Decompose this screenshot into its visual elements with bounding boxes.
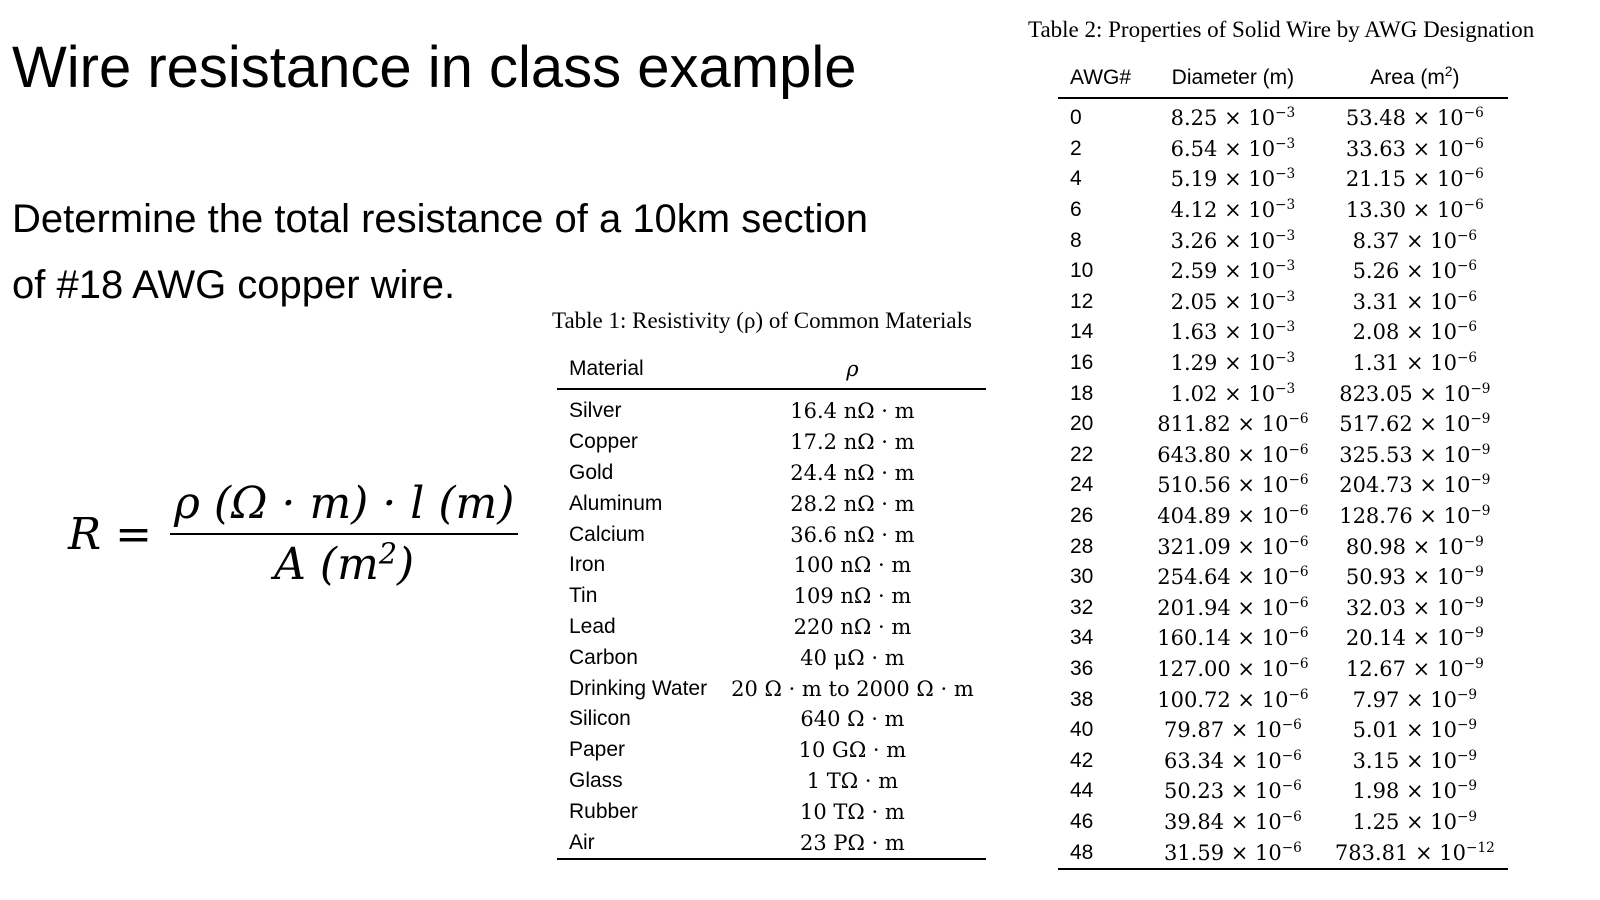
formula-denominator: [274, 535, 414, 590]
problem-line-2: of #18 AWG copper wire.: [12, 263, 456, 307]
table-row: [1058, 715, 1508, 746]
area-cell: [1322, 378, 1508, 409]
diameter-mantissa: 160.14 × 10: [1157, 626, 1289, 651]
table-row: [1058, 317, 1508, 348]
diameter-exponent: −6: [1288, 655, 1309, 672]
resistivity-cell: 17.2 nΩ · m: [790, 430, 915, 455]
diameter-mantissa: 6.54 × 10: [1170, 136, 1276, 161]
area-mantissa: 80.98 × 10: [1345, 534, 1464, 559]
diameter-mantissa: 811.82 × 10: [1157, 412, 1289, 437]
area-exponent: −6: [1463, 135, 1484, 152]
material-cell: Tin: [569, 584, 598, 608]
area-exponent: −6: [1463, 105, 1484, 122]
area-cell: [1322, 98, 1508, 134]
material-cell: Iron: [569, 553, 606, 577]
table-row: [557, 427, 986, 458]
area-exponent: −9: [1463, 655, 1484, 672]
awg-cell: 20: [1070, 412, 1094, 436]
diameter-cell: [1144, 134, 1322, 165]
resistivity-cell: 20 Ω · m to 2000 Ω · m: [731, 676, 974, 701]
diameter-cell: [1144, 531, 1322, 562]
diameter-mantissa: 201.94 × 10: [1157, 595, 1289, 620]
diameter-mantissa: 321.09 × 10: [1157, 534, 1289, 559]
diameter-cell: [1144, 715, 1322, 746]
area-mantissa: 32.03 × 10: [1345, 595, 1464, 620]
formula-fraction: [170, 478, 518, 590]
column-header-material: Material: [557, 348, 719, 389]
awg-cell: 2: [1070, 136, 1082, 160]
resistivity-cell: 10 TΩ · m: [800, 799, 905, 824]
area-mantissa: 5.26 × 10: [1352, 259, 1457, 284]
diameter-cell: [1144, 256, 1322, 287]
area-cell: [1322, 745, 1508, 776]
area-exponent: −6: [1457, 288, 1478, 305]
table2-caption: Table 2: Properties of Solid Wire by AWG Designation: [1028, 17, 1535, 42]
resistivity-table: [557, 348, 986, 860]
table-row: [1058, 195, 1508, 226]
area-mantissa: 517.62 × 10: [1339, 412, 1471, 437]
table-row: [1058, 164, 1508, 195]
diameter-mantissa: 1.02 × 10: [1170, 381, 1276, 406]
diameter-mantissa: 50.23 × 10: [1163, 779, 1282, 804]
denominator-exponent: 2: [378, 536, 398, 571]
material-cell: Air: [569, 830, 595, 854]
table-row: [1058, 134, 1508, 165]
diameter-exponent: −3: [1275, 258, 1296, 275]
table-row: [557, 612, 986, 643]
area-exponent: −6: [1457, 319, 1478, 336]
resistivity-cell: 23 PΩ · m: [799, 830, 905, 855]
awg-cell: 10: [1070, 259, 1094, 283]
column-header-awg: AWG#: [1058, 57, 1144, 98]
resistivity-cell: 640 Ω · m: [800, 707, 905, 732]
table-header-row: [557, 348, 986, 389]
denominator-base: A (m: [274, 539, 379, 590]
resistivity-cell: 1 TΩ · m: [806, 768, 899, 793]
area-exponent: −9: [1470, 441, 1491, 458]
area-mantissa: 204.73 × 10: [1339, 473, 1471, 498]
material-cell: Silver: [569, 399, 622, 423]
area-cell: [1322, 593, 1508, 624]
area-cell: [1322, 225, 1508, 256]
material-cell: Rubber: [569, 799, 638, 823]
diameter-exponent: −6: [1281, 747, 1302, 764]
table-row: [1058, 593, 1508, 624]
diameter-exponent: −6: [1288, 686, 1309, 703]
diameter-mantissa: 404.89 × 10: [1157, 504, 1289, 529]
area-cell: [1322, 776, 1508, 807]
diameter-cell: [1144, 501, 1322, 532]
table1-caption: Table 1: Resistivity (ρ) of Common Materials: [552, 308, 972, 333]
area-mantissa: 50.93 × 10: [1345, 565, 1464, 590]
diameter-exponent: −6: [1288, 441, 1309, 458]
table-row: [1058, 409, 1508, 440]
area-exponent: −9: [1470, 380, 1491, 397]
area-mantissa: 128.76 × 10: [1339, 504, 1471, 529]
diameter-mantissa: 100.72 × 10: [1157, 687, 1289, 712]
diameter-cell: [1144, 623, 1322, 654]
diameter-cell: [1144, 593, 1322, 624]
table-row: [1058, 684, 1508, 715]
area-cell: [1322, 409, 1508, 440]
area-exponent: −9: [1457, 778, 1478, 795]
diameter-cell: [1144, 164, 1322, 195]
area-mantissa: 13.30 × 10: [1345, 198, 1464, 223]
table-row: [557, 550, 986, 581]
diameter-exponent: −3: [1275, 166, 1296, 183]
diameter-cell: [1144, 562, 1322, 593]
area-cell: [1322, 134, 1508, 165]
formula-lhs: R =: [68, 508, 152, 560]
diameter-cell: [1144, 470, 1322, 501]
formula-numerator: ρ (Ω · m) · l (m): [173, 478, 515, 529]
area-mantissa: 3.31 × 10: [1352, 289, 1457, 314]
diameter-mantissa: 2.05 × 10: [1170, 289, 1276, 314]
diameter-exponent: −3: [1275, 135, 1296, 152]
area-cell: [1322, 470, 1508, 501]
table-row: [557, 519, 986, 550]
area-cell: [1322, 684, 1508, 715]
material-cell: Aluminum: [569, 491, 663, 515]
column-header-diameter: Diameter (m): [1144, 57, 1322, 98]
area-exponent: −9: [1463, 594, 1484, 611]
awg-cell: 46: [1070, 809, 1094, 833]
area-mantissa: 12.67 × 10: [1345, 656, 1464, 681]
table-row: [1058, 654, 1508, 685]
resistivity-cell: 16.4 nΩ · m: [790, 399, 915, 424]
diameter-mantissa: 39.84 × 10: [1163, 809, 1282, 834]
diameter-mantissa: 127.00 × 10: [1157, 656, 1289, 681]
column-header-rho: ρ: [719, 348, 986, 389]
area-exponent: −9: [1463, 564, 1484, 581]
diameter-exponent: −6: [1281, 717, 1302, 734]
area-cell: [1322, 317, 1508, 348]
diameter-cell: [1144, 195, 1322, 226]
area-mantissa: 8.37 × 10: [1352, 228, 1457, 253]
diameter-cell: [1144, 654, 1322, 685]
resistivity-cell: 220 nΩ · m: [793, 614, 912, 639]
area-exponent: −9: [1470, 411, 1491, 428]
area-cell: [1322, 287, 1508, 318]
diameter-mantissa: 1.63 × 10: [1170, 320, 1276, 345]
table-row: [1058, 378, 1508, 409]
table-row: [1058, 807, 1508, 838]
table-row: [1058, 531, 1508, 562]
area-mantissa: 21.15 × 10: [1345, 167, 1464, 192]
table-row: [1058, 623, 1508, 654]
area-mantissa: 2.08 × 10: [1352, 320, 1457, 345]
resistivity-cell: 100 nΩ · m: [793, 553, 912, 578]
resistivity-cell: 109 nΩ · m: [793, 584, 912, 609]
area-mantissa: 1.98 × 10: [1352, 779, 1457, 804]
awg-table: [1058, 57, 1508, 870]
material-cell: Silicon: [569, 707, 631, 731]
area-mantissa: 783.81 × 10: [1334, 840, 1467, 865]
awg-cell: 16: [1070, 351, 1094, 375]
diameter-mantissa: 643.80 × 10: [1157, 442, 1289, 467]
material-cell: Copper: [569, 430, 638, 454]
awg-table-body: [1058, 98, 1508, 869]
diameter-cell: [1144, 807, 1322, 838]
material-cell: Drinking Water: [569, 676, 708, 700]
table-row: [557, 581, 986, 612]
area-exponent: −9: [1457, 717, 1478, 734]
diameter-mantissa: 3.26 × 10: [1170, 228, 1276, 253]
area-mantissa: 53.48 × 10: [1345, 106, 1464, 131]
area-exponent: −6: [1463, 166, 1484, 183]
material-cell: Calcium: [569, 522, 645, 546]
table-row: [1058, 98, 1508, 134]
diameter-cell: [1144, 409, 1322, 440]
area-exponent: −6: [1457, 350, 1478, 367]
diameter-cell: [1144, 684, 1322, 715]
slide-title: Wire resistance in class example: [12, 35, 857, 100]
area-exponent: −6: [1457, 258, 1478, 275]
diameter-exponent: −3: [1275, 319, 1296, 336]
area-exponent: −9: [1457, 747, 1478, 764]
table-row: [557, 673, 986, 704]
area-cell: [1322, 164, 1508, 195]
awg-cell: 30: [1070, 565, 1094, 589]
resistivity-cell: 24.4 nΩ · m: [790, 460, 915, 485]
awg-cell: 8: [1070, 228, 1082, 252]
problem-statement: [12, 186, 1012, 318]
area-cell: [1322, 715, 1508, 746]
diameter-exponent: −6: [1288, 564, 1309, 581]
area-header-base: Area (m: [1370, 66, 1445, 89]
area-cell: [1322, 440, 1508, 471]
diameter-mantissa: 5.19 × 10: [1170, 167, 1276, 192]
table-row: [1058, 287, 1508, 318]
awg-cell: 22: [1070, 442, 1094, 466]
diameter-cell: [1144, 745, 1322, 776]
diameter-mantissa: 79.87 × 10: [1163, 718, 1282, 743]
diameter-mantissa: 31.59 × 10: [1163, 840, 1282, 865]
area-exponent: −9: [1457, 808, 1478, 825]
awg-cell: 34: [1070, 626, 1094, 650]
area-mantissa: 1.25 × 10: [1352, 809, 1457, 834]
diameter-exponent: −6: [1281, 778, 1302, 795]
table-row: [1058, 776, 1508, 807]
table-row: [557, 766, 986, 797]
area-cell: [1322, 562, 1508, 593]
area-exponent: −6: [1463, 197, 1484, 214]
area-mantissa: 20.14 × 10: [1345, 626, 1464, 651]
area-exponent: −9: [1470, 472, 1491, 489]
diameter-exponent: −6: [1281, 839, 1302, 856]
table-row: [557, 488, 986, 519]
area-header-close: ): [1452, 66, 1460, 89]
awg-cell: 38: [1070, 687, 1094, 711]
table-row: [1058, 470, 1508, 501]
area-mantissa: 5.01 × 10: [1352, 718, 1457, 743]
awg-cell: 40: [1070, 718, 1094, 742]
diameter-mantissa: 1.29 × 10: [1170, 351, 1276, 376]
area-exponent: −12: [1466, 839, 1495, 856]
awg-cell: 26: [1070, 504, 1094, 528]
diameter-mantissa: 63.34 × 10: [1163, 748, 1282, 773]
area-cell: [1322, 654, 1508, 685]
table-row: [557, 827, 986, 859]
diameter-cell: [1144, 348, 1322, 379]
area-exponent: −9: [1457, 686, 1478, 703]
table-row: [1058, 501, 1508, 532]
awg-cell: 6: [1070, 198, 1082, 222]
area-cell: [1322, 837, 1508, 869]
resistivity-cell: 10 GΩ · m: [798, 738, 907, 763]
diameter-cell: [1144, 440, 1322, 471]
diameter-cell: [1144, 378, 1322, 409]
table-header-row: [1058, 57, 1508, 98]
area-cell: [1322, 531, 1508, 562]
table-row: [557, 458, 986, 489]
resistivity-cell: 28.2 nΩ · m: [790, 491, 915, 516]
table-row: [1058, 562, 1508, 593]
diameter-cell: [1144, 287, 1322, 318]
table-row: [557, 735, 986, 766]
area-cell: [1322, 623, 1508, 654]
table-row: [1058, 256, 1508, 287]
awg-cell: 32: [1070, 595, 1094, 619]
awg-cell: 18: [1070, 381, 1094, 405]
diameter-exponent: −6: [1288, 411, 1309, 428]
resistance-formula: [68, 478, 518, 590]
table-row: [557, 796, 986, 827]
area-mantissa: 1.31 × 10: [1352, 351, 1457, 376]
table-row: [1058, 745, 1508, 776]
area-cell: [1322, 195, 1508, 226]
problem-line-1: Determine the total resistance of a 10km section: [12, 197, 868, 241]
awg-cell: 44: [1070, 779, 1094, 803]
table-row: [557, 704, 986, 735]
diameter-mantissa: 254.64 × 10: [1157, 565, 1289, 590]
area-exponent: −9: [1463, 625, 1484, 642]
table-row: [1058, 225, 1508, 256]
diameter-exponent: −3: [1275, 227, 1296, 244]
column-header-area: [1322, 57, 1508, 98]
diameter-exponent: −3: [1275, 288, 1296, 305]
diameter-cell: [1144, 776, 1322, 807]
denominator-close: ): [397, 539, 415, 590]
diameter-cell: [1144, 837, 1322, 869]
awg-cell: 0: [1070, 106, 1082, 130]
resistivity-cell: 36.6 nΩ · m: [790, 522, 915, 547]
awg-cell: 42: [1070, 748, 1094, 772]
table-row: [557, 389, 986, 427]
diameter-exponent: −3: [1275, 350, 1296, 367]
diameter-mantissa: 2.59 × 10: [1170, 259, 1276, 284]
area-cell: [1322, 807, 1508, 838]
awg-cell: 36: [1070, 656, 1094, 680]
area-cell: [1322, 348, 1508, 379]
diameter-mantissa: 4.12 × 10: [1170, 198, 1276, 223]
area-cell: [1322, 501, 1508, 532]
material-cell: Paper: [569, 738, 626, 762]
resistivity-table-body: [557, 389, 986, 859]
diameter-cell: [1144, 98, 1322, 134]
diameter-cell: [1144, 317, 1322, 348]
diameter-exponent: −6: [1288, 594, 1309, 611]
diameter-exponent: −6: [1288, 533, 1309, 550]
material-cell: Glass: [569, 768, 623, 792]
table-row: [557, 642, 986, 673]
material-cell: Carbon: [569, 645, 638, 669]
diameter-exponent: −3: [1275, 105, 1296, 122]
material-cell: Lead: [569, 614, 616, 638]
diameter-mantissa: 8.25 × 10: [1170, 106, 1276, 131]
area-mantissa: 33.63 × 10: [1345, 136, 1464, 161]
area-mantissa: 823.05 × 10: [1339, 381, 1471, 406]
area-exponent: −9: [1470, 503, 1491, 520]
resistivity-cell: 40 μΩ · m: [800, 645, 905, 670]
diameter-exponent: −6: [1288, 472, 1309, 489]
awg-cell: 24: [1070, 473, 1094, 497]
awg-cell: 28: [1070, 534, 1094, 558]
area-exponent: −6: [1457, 227, 1478, 244]
area-header-exponent: 2: [1444, 64, 1453, 79]
area-mantissa: 7.97 × 10: [1352, 687, 1457, 712]
diameter-exponent: −3: [1275, 380, 1296, 397]
awg-cell: 12: [1070, 289, 1094, 313]
diameter-exponent: −6: [1288, 503, 1309, 520]
awg-cell: 48: [1070, 840, 1094, 864]
area-mantissa: 3.15 × 10: [1352, 748, 1457, 773]
table-row: [1058, 837, 1508, 869]
diameter-exponent: −6: [1288, 625, 1309, 642]
material-cell: Gold: [569, 460, 614, 484]
area-exponent: −9: [1463, 533, 1484, 550]
awg-cell: 14: [1070, 320, 1094, 344]
diameter-exponent: −6: [1281, 808, 1302, 825]
area-mantissa: 325.53 × 10: [1339, 442, 1471, 467]
diameter-cell: [1144, 225, 1322, 256]
diameter-exponent: −3: [1275, 197, 1296, 214]
diameter-mantissa: 510.56 × 10: [1157, 473, 1289, 498]
awg-cell: 4: [1070, 167, 1082, 191]
area-cell: [1322, 256, 1508, 287]
table-row: [1058, 440, 1508, 471]
table-row: [1058, 348, 1508, 379]
